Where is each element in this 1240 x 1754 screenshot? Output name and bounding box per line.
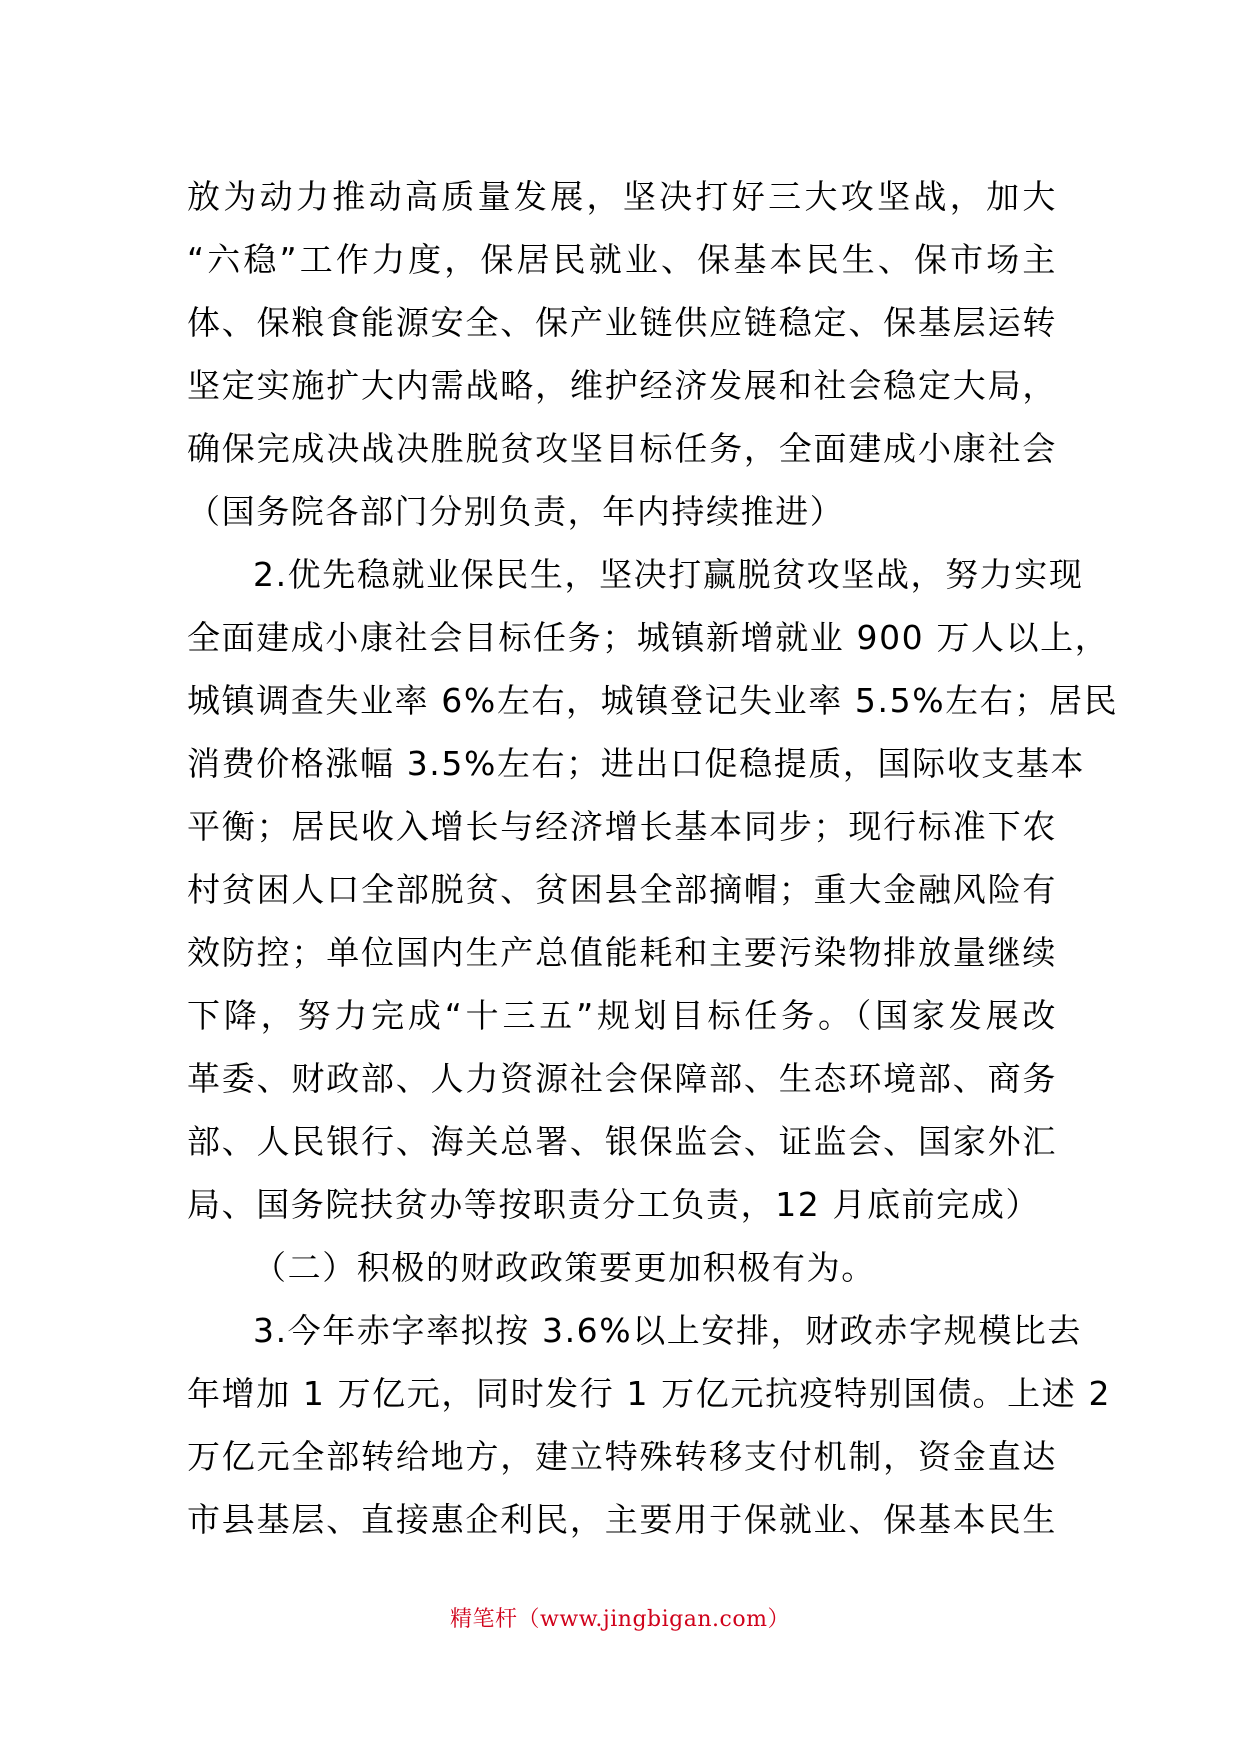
text-line: “六稳”工作力度，保居民就业、保基本民生、保市场主 (187, 240, 1057, 279)
text-line: 平衡；居民收入增长与经济增长基本同步；现行标准下农 (187, 807, 1057, 846)
text-line: 局、国务院扶贫办等按职责分工负责，12 月底前完成） (187, 1185, 1041, 1224)
text-line: （国务院各部门分别负责，年内持续推进） (187, 492, 845, 531)
section-heading: （二）积极的财政政策要更加积极有为。 (253, 1248, 876, 1287)
paragraph-start-line: 2.优先稳就业保民生，坚决打赢脱贫攻坚战，努力实现 (253, 555, 1084, 594)
text-line: 全面建成小康社会目标任务；城镇新增就业 900 万人以上， (187, 618, 1110, 657)
text-line: 市县基层、直接惠企利民，主要用于保就业、保基本民生 (187, 1500, 1057, 1539)
text-line: 年增加 1 万亿元，同时发行 1 万亿元抗疫特别国债。上述 2 (187, 1374, 1112, 1413)
text-line: 体、保粮食能源安全、保产业链供应链稳定、保基层运转 (187, 303, 1057, 342)
footer-watermark: 精笔杆（www.jingbigan.com） (450, 1607, 790, 1632)
body-text (187, 165, 1119, 1551)
text-line: 部、人民银行、海关总署、银保监会、证监会、国家外汇 (187, 1122, 1057, 1161)
paragraph-start-line: 3.今年赤字率拟按 3.6%以上安排，财政赤字规模比去 (253, 1311, 1083, 1350)
text-line: 消费价格涨幅 3.5%左右；进出口促稳提质，国际收支基本 (187, 744, 1086, 783)
text-line: 城镇调查失业率 6%左右，城镇登记失业率 5.5%左右；居民 (187, 681, 1119, 720)
text-line: 下降，努力完成“十三五”规划目标任务。（国家发展改 (187, 996, 1057, 1035)
text-line: 坚定实施扩大内需战略，维护经济发展和社会稳定大局， (187, 366, 1057, 405)
text-line: 确保完成决战决胜脱贫攻坚目标任务，全面建成小康社会 (187, 429, 1057, 468)
text-line: 效防控；单位国内生产总值能耗和主要污染物排放量继续 (187, 933, 1057, 972)
text-line: 放为动力推动高质量发展，坚决打好三大攻坚战，加大 (187, 177, 1057, 216)
text-line: 革委、财政部、人力资源社会保障部、生态环境部、商务 (187, 1059, 1057, 1098)
text-line: 万亿元全部转给地方，建立特殊转移支付机制，资金直达 (187, 1437, 1057, 1476)
text-line: 村贫困人口全部脱贫、贫困县全部摘帽；重大金融风险有 (187, 870, 1057, 909)
